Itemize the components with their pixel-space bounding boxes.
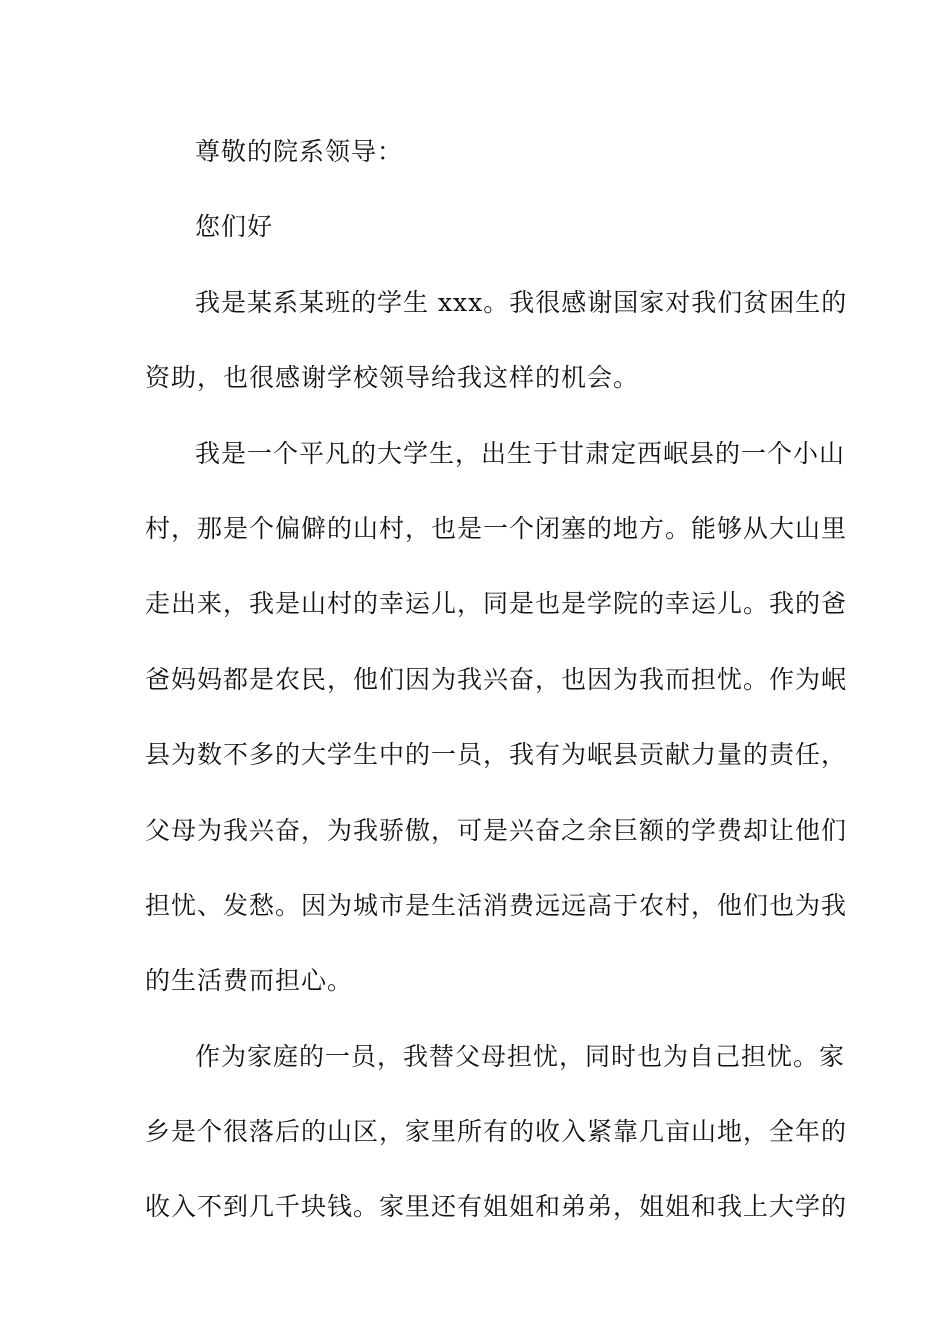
paragraph-2-line-4: 爸妈妈都是农民，他们因为我兴奋，也因为我而担忧。作为岷 <box>145 664 848 694</box>
paragraph-1-line-1: 我是某系某班的学生 xxx。我很感谢国家对我们贫困生的 <box>195 287 848 317</box>
paragraph-2-line-3: 走出来，我是山村的幸运儿，同是也是学院的幸运儿。我的爸 <box>145 589 848 619</box>
paragraph-2-line-2: 村，那是个偏僻的山村，也是一个闭塞的地方。能够从大山里 <box>145 513 848 543</box>
salutation: 尊敬的院系领导： <box>195 137 404 166</box>
paragraph-3-line-1: 作为家庭的一员，我替父母担忧，同时也为自己担忧。家 <box>195 1041 846 1071</box>
document-body <box>145 127 848 1258</box>
paragraph-2-line-7: 担忧、发愁。因为城市是生活消费远远高于农村，他们也为我 <box>145 890 848 920</box>
paragraph-1-line-2: 资助，也很感谢学校领导给我这样的机会。 <box>145 363 640 393</box>
paragraph-2-line-8: 的生活费而担心。 <box>145 966 354 996</box>
greeting: 您们好 <box>195 212 274 242</box>
paragraph-2-line-5: 县为数不多的大学生中的一员，我有为岷县贡献力量的责任， <box>145 740 848 770</box>
paragraph-3-line-2: 乡是个很落后的山区，家里所有的收入紧靠几亩山地，全年的 <box>145 1117 848 1147</box>
paragraph-3-line-3: 收入不到几千块钱。家里还有姐姐和弟弟，姐姐和我上大学的 <box>145 1192 848 1222</box>
paragraph-2-line-1: 我是一个平凡的大学生，出生于甘肃定西岷县的一个小山 <box>195 438 846 468</box>
paragraph-2-line-6: 父母为我兴奋，为我骄傲，可是兴奋之余巨额的学费却让他们 <box>145 815 848 845</box>
